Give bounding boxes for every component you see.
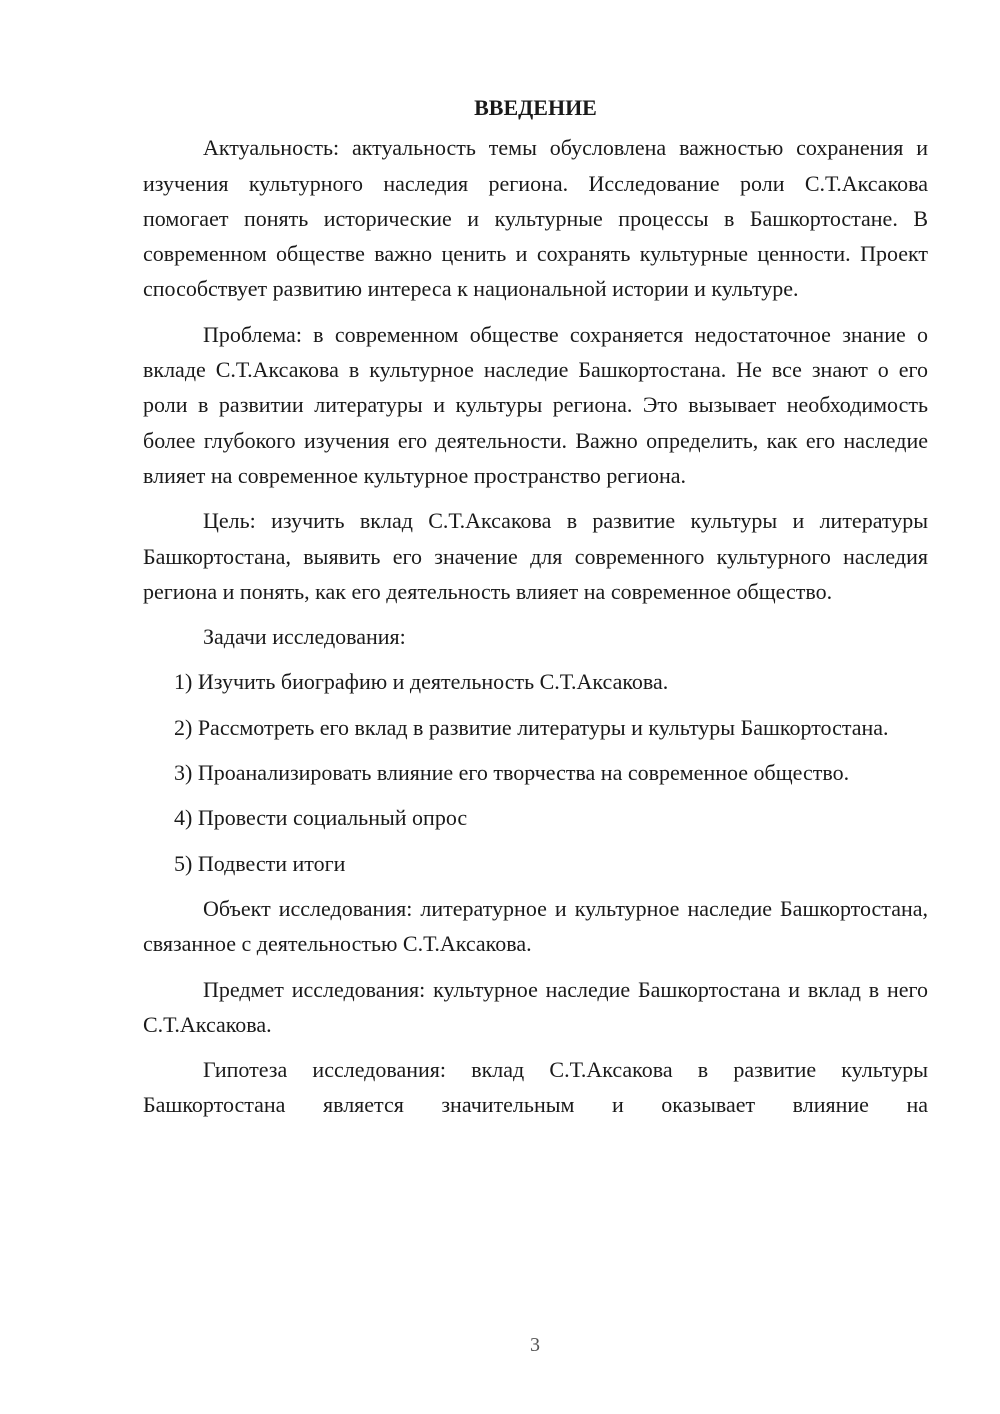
task-item: 4) Провести социальный опрос	[174, 805, 468, 831]
paragraph-hypothesis: Гипотеза исследования: вклад С.Т.Аксакова в развитие культуры Башкортостана является значительным и оказывает влияние на	[143, 1057, 928, 1118]
task-item: 3) Проанализировать влияние его творчества на современное общество.	[174, 760, 850, 786]
section-title: ВВЕДЕНИЕ	[474, 95, 597, 120]
task-item: 2) Рассмотреть его вклад в развитие литературы и культуры Башкортостана.	[174, 714, 889, 740]
task-item: 5) Подвести итоги	[174, 850, 346, 876]
paragraph-problem: Проблема: в современном обществе сохраняется недостаточное знание о вкладе С.Т.Аксакова в культурное наследие Башкортостана. Не все знают о его роли в развитии литературы и культуры региона. Это вызывает необходимость более глубокого изучения его деятельности. Важно определить, как его наследие влияет на современное культурное пространство региона.	[143, 321, 928, 488]
page-number: 3	[530, 1334, 540, 1356]
document-page	[143, 90, 928, 1133]
tasks-heading: Задачи исследования:	[203, 624, 406, 650]
paragraph-object: Объект исследования: литературное и культурное наследие Башкортостана, связанное с деятельностью С.Т.Аксакова.	[143, 895, 928, 957]
paragraph-goal: Цель: изучить вклад С.Т.Аксакова в развитие культуры и литературы Башкортостана, выявить его значение для современного культурного наследия региона и понять, как его деятельность влияет на современное общество.	[143, 508, 928, 604]
paragraph-subject: Предмет исследования: культурное наследие Башкортостана и вклад в него С.Т.Аксакова.	[143, 976, 928, 1037]
paragraph-relevance: Актуальность: актуальность темы обусловлена важностью сохранения и изучения культурного наследия региона. Исследование роли С.Т.Аксакова помогает понять исторические и культурные процессы в Башкортостане. В современном обществе важно ценить и сохранять культурные ценности. Проект способствует развитию интереса к национальной истории и культуре.	[143, 135, 928, 302]
task-item: 1) Изучить биографию и деятельность С.Т.Аксакова.	[174, 669, 669, 695]
